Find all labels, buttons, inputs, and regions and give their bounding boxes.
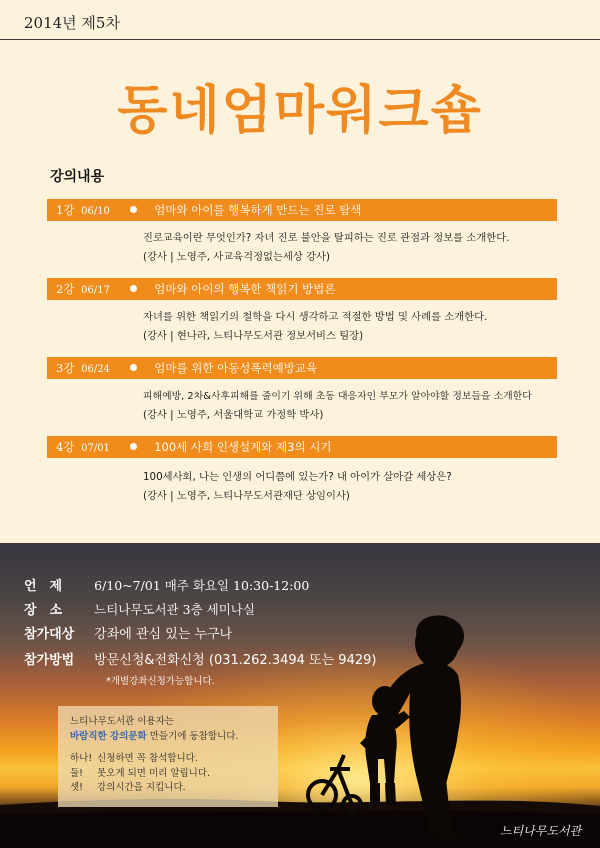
lecture-topic: 엄마와 아이의 행복한 책읽기 방법론 (154, 282, 336, 296)
lecture-date: 06/17 (81, 285, 110, 296)
library-logo: 느티나무도서관 (500, 824, 582, 838)
lecture-summary: 100세사회, 나는 인생의 어디쯤에 있는가? 내 아이가 살아갈 세상은? (143, 471, 452, 483)
individual-note: *개별강좌신청가능합니다. (106, 676, 215, 687)
lecture-2 (47, 278, 557, 346)
lecture-summary: 피해예방, 2차&사후피해를 줄이기 위해 초동 대응자인 부모가 알아야할 정보들을 소개한다 (143, 391, 532, 402)
promise-line-1: 느티나무도서관 이용자는 (70, 716, 174, 727)
info-value: 강좌에 관심 있는 누구나 (94, 627, 233, 642)
lecture-date: 07/01 (81, 443, 110, 454)
lecture-speaker: (강사 | 현나라, 느티나무도서관 정보서비스 팀장) (143, 330, 364, 342)
info-who (24, 623, 232, 642)
lecture-date: 06/10 (81, 206, 110, 217)
promise-box (58, 706, 278, 807)
lecture-number: 3강 (56, 361, 75, 375)
lecture-4 (47, 436, 557, 506)
section-heading: 강의내용 (50, 169, 105, 185)
info-label: 언 제 (24, 579, 63, 594)
info-label: 참가대상 (24, 627, 75, 642)
lecture-bar (47, 357, 557, 379)
info-value: 6/10~7/01 매주 화요일 10:30-12:00 (94, 578, 310, 593)
promise-item (70, 781, 266, 796)
promise-item-text: 신청하면 꼭 참석합니다. (97, 753, 198, 764)
bullet-icon (130, 206, 137, 213)
lecture-3 (47, 357, 557, 425)
lecture-description (143, 468, 557, 506)
info-when (24, 575, 309, 594)
lecture-bar (47, 436, 557, 458)
bullet-icon (130, 364, 137, 371)
bullet-icon (130, 443, 137, 450)
poster-title: 동네엄마워크숍 (117, 80, 483, 141)
lecture-number: 1강 (56, 203, 75, 217)
lecture-number: 4강 (56, 440, 75, 454)
promise-item (70, 767, 266, 782)
promise-item-text: 못오게 되면 미리 알립니다. (97, 767, 211, 779)
promise-line-2 (70, 730, 266, 745)
promise-item-label: 둘! (70, 767, 83, 779)
edition-label: 2014년 제5차 (24, 14, 120, 32)
info-value: 느티나무도서관 3층 세미나실 (94, 602, 255, 617)
header-bar (0, 0, 600, 40)
promise-item-label: 셋! (70, 782, 83, 793)
lecture-date: 06/24 (81, 364, 110, 375)
lecture-speaker: (강사 | 노영주, 서울대학교 가정학 박사) (143, 409, 324, 421)
promise-list (70, 752, 266, 796)
promise-item-label: 하나! (70, 753, 93, 764)
lecture-speaker: (강사 | 노영주, 느티나무도서관재단 상임이사) (143, 490, 350, 502)
promise-item-text: 강의시간을 지킵니다. (97, 782, 186, 793)
promise-highlight: 바람직한 강의문화 (70, 730, 147, 742)
lecture-topic: 엄마를 위한 아동성폭력예방교육 (154, 361, 318, 375)
lecture-bar (47, 199, 557, 221)
promise-item (70, 752, 266, 767)
lecture-summary: 자녀를 위한 책읽기의 철학을 다시 생각하고 적절한 방법 및 사례를 소개한다. (143, 311, 488, 323)
lecture-speaker: (강사 | 노영주, 사교육걱정없는세상 강사) (143, 251, 331, 263)
info-how (24, 649, 376, 668)
info-where (24, 599, 255, 618)
lecture-topic: 엄마와 아이를 행복하게 만드는 진로 탐색 (154, 203, 362, 217)
info-label: 참가방법 (24, 653, 75, 668)
lecture-summary: 진로교육이란 무엇인가? 자녀 진로 불안을 탈피하는 진로 관점과 정보를 소개한다. (143, 232, 510, 244)
info-label: 장 소 (24, 603, 63, 618)
lecture-number: 2강 (56, 282, 75, 296)
promise-line-2-rest: 만들기에 동참합니다. (146, 730, 239, 742)
lecture-description (143, 387, 557, 425)
lecture-1 (47, 199, 557, 267)
lecture-description (143, 229, 557, 267)
lecture-description (143, 308, 557, 346)
lecture-topic: 100세 사회 인생설계와 제3의 시기 (154, 440, 332, 454)
info-value: 방문신청&전화신청 (031.262.3494 또는 9429) (94, 653, 377, 668)
bullet-icon (130, 285, 137, 292)
lecture-bar (47, 278, 557, 300)
